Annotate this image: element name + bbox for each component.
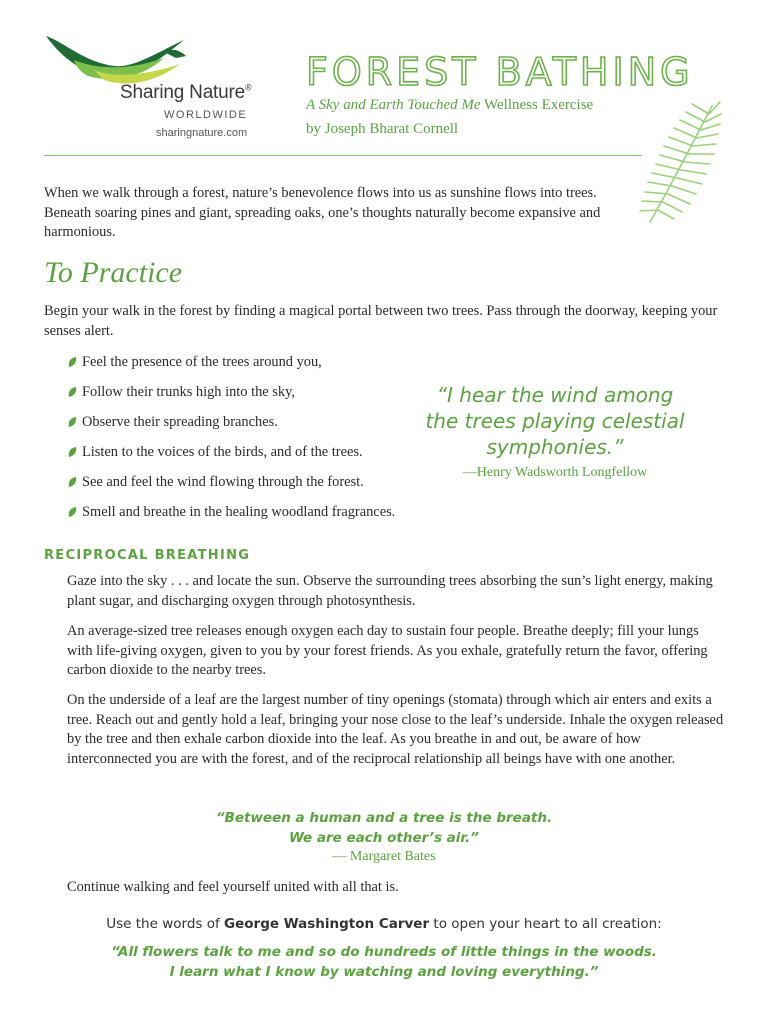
leaf-bullet-icon <box>68 387 77 398</box>
quote-line: I learn what I know by watching and loving everything.” <box>169 964 599 980</box>
header-divider <box>44 155 642 156</box>
logo-url: sharingnature.com <box>156 127 248 139</box>
reciprocal-paragraph-2: An average-sized tree releases enough oxygen each day to sustain four people. Breathe deeply; fill your lungs with life-giving oxygen, given to you by your forest friends. As you exhale, gratefully return the favor, offering carbon dioxide to the nearby trees. <box>67 623 708 678</box>
page-subtitle <box>306 97 593 114</box>
list-item-text: Follow their trunks high into the sky, <box>82 384 295 400</box>
carver-intro <box>0 916 768 932</box>
quote-line: We are each other’s air.” <box>289 830 479 846</box>
fern-icon <box>632 100 722 230</box>
quote-line: the trees playing celestial <box>425 409 685 433</box>
reciprocal-breathing-heading: RECIPROCAL BREATHING <box>44 548 251 563</box>
continue-paragraph: Continue walking and feel yourself united with all that is. <box>67 879 399 895</box>
to-practice-heading: To Practice <box>44 256 183 289</box>
bates-attribution: — Margaret Bates <box>332 849 436 864</box>
bates-quote <box>0 808 768 848</box>
reciprocal-paragraph-3: On the underside of a leaf are the largest number of tiny openings (stomata) through which air enters and exits a tree. Reach out and gently hold a leaf, bringing your nose close to the leaf’s underside. Inhale the oxygen released by the tree and then exhale carbon dioxide into the leaf. As you breathe in and out, be aware of how interconnected you are with the forest, and of the reciprocal relationship all beings have with one another. <box>67 692 724 767</box>
quote-line: “All flowers talk to me and so do hundreds of little things in the woods. <box>111 944 657 960</box>
carver-name: George Washington Carver <box>224 916 430 932</box>
quote-line: “Between a human and a tree is the breath. <box>215 810 553 826</box>
list-item <box>68 412 428 442</box>
subtitle-book-title: A Sky and Earth Touched Me <box>306 97 481 113</box>
list-item-text: Smell and breathe in the healing woodland fragrances. <box>82 504 396 520</box>
carver-quote <box>0 942 768 982</box>
list-item <box>68 382 428 412</box>
quote-line: symphonies.” <box>486 435 624 459</box>
intro-paragraph: When we walk through a forest, nature’s benevolence flows into us as sunshine flows into trees. Beneath soaring pines and giant, spreading oaks, one’s thoughts naturally become expansive and harmonious. <box>44 185 601 240</box>
carver-suffix: to open your heart to all creation: <box>429 916 662 932</box>
page-title: FOREST BATHING <box>306 50 694 94</box>
practice-intro: Begin your walk in the forest by finding a magical portal between two trees. Pass through the doorway, keeping your senses alert. <box>44 303 718 339</box>
reciprocal-paragraph-1: Gaze into the sky . . . and locate the sun. Observe the surrounding trees absorbing the sun’s light energy, making plant sugar, and discharging oxygen through photosynthesis. <box>67 573 713 609</box>
leaf-bullet-icon <box>68 357 77 368</box>
practice-list <box>68 352 428 532</box>
logo-name: Sharing Nature® <box>120 82 252 103</box>
list-item-text: Observe their spreading branches. <box>82 414 278 430</box>
leaf-bullet-icon <box>68 417 77 428</box>
sharing-nature-logo <box>44 32 274 147</box>
list-item-text: Feel the presence of the trees around you, <box>82 354 322 370</box>
logo-subtitle: WORLDWIDE <box>164 109 248 121</box>
list-item-text: See and feel the wind flowing through the forest. <box>82 474 364 490</box>
list-item <box>68 352 428 382</box>
leaf-bullet-icon <box>68 507 77 518</box>
leaf-bullet-icon <box>68 447 77 458</box>
longfellow-attribution: —Henry Wadsworth Longfellow <box>462 465 648 480</box>
byline: by Joseph Bharat Cornell <box>306 121 459 137</box>
list-item <box>68 442 428 472</box>
leaf-bullet-icon <box>68 477 77 488</box>
list-item-text: Listen to the voices of the birds, and of the trees. <box>82 444 363 460</box>
quote-line: “I hear the wind among <box>436 383 674 407</box>
list-item <box>68 472 428 502</box>
subtitle-rest: Wellness Exercise <box>480 97 594 113</box>
carver-prefix: Use the words of <box>106 916 225 932</box>
longfellow-quote <box>420 382 690 460</box>
list-item <box>68 502 428 532</box>
